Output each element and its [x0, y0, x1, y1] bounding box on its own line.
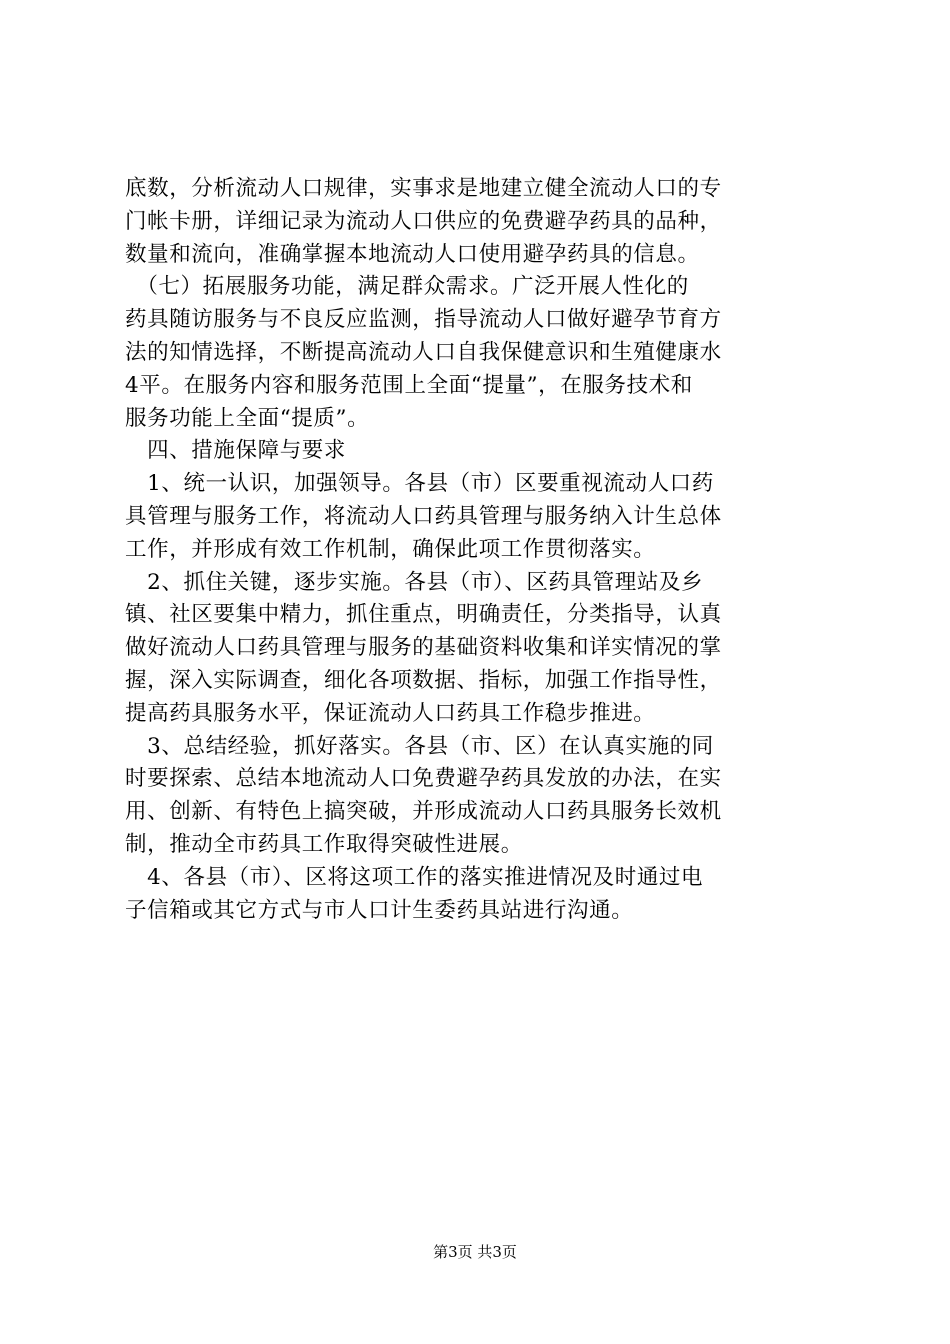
text-line: 服务功能上全面“提质”。: [125, 405, 370, 431]
text-line: 时要探索、总结本地流动人口免费避孕药具发放的办法，在实: [125, 766, 722, 792]
text-line: 提高药具服务水平，保证流动人口药具工作稳步推进。: [125, 700, 656, 726]
text-line: 用、创新、有特色上搞突破，并形成流动人口药具服务长效机: [125, 799, 722, 825]
section-heading: 四、措施保障与要求: [125, 438, 347, 464]
text-line: 2、抓住关键，逐步实施。各县（市）、区药具管理站及乡: [125, 569, 704, 595]
text-line: （七）拓展服务功能，满足群众需求。广泛开展人性化的: [125, 274, 689, 300]
text-line: 底数，分析流动人口规律，实事求是地建立健全流动人口的专: [125, 176, 722, 201]
text-line: 制，推动全市药具工作取得突破性进展。: [125, 831, 523, 857]
text-line: 3、总结经验，抓好落实。各县（市、区）在认真实施的同: [125, 733, 714, 759]
text-line: 4平。在服务内容和服务范围上全面“提量”，在服务技术和: [125, 372, 693, 398]
text-line: 做好流动人口药具管理与服务的基础资料收集和详实情况的掌: [125, 635, 722, 661]
text-line: 1、统一认识，加强领导。各县（市）区要重视流动人口药: [125, 471, 714, 497]
text-line: 4、各县（市）、区将这项工作的落实推进情况及时通过电: [125, 864, 704, 890]
text-line: 工作，并形成有效工作机制，确保此项工作贯彻落实。: [125, 536, 656, 562]
text-line: 门帐卡册，详细记录为流动人口供应的免费避孕药具的品种，: [125, 208, 722, 234]
text-line: 数量和流向，准确掌握本地流动人口使用避孕药具的信息。: [125, 241, 700, 267]
text-line: 药具随访服务与不良反应监测，指导流动人口做好避孕节育方: [125, 307, 722, 333]
text-line: 握，深入实际调查，细化各项数据、指标，加强工作指导性，: [125, 667, 722, 693]
text-line: 具管理与服务工作，将流动人口药具管理与服务纳入计生总体: [125, 503, 722, 529]
body-text: [125, 173, 845, 927]
page-number-footer: 第3页 共3页: [433, 1243, 517, 1261]
text-line: 法的知情选择，不断提高流动人口自我保健意识和生殖健康水: [125, 339, 722, 365]
text-line: 镇、社区要集中精力，抓住重点，明确责任，分类指导，认真: [125, 602, 722, 628]
text-line: 子信箱或其它方式与市人口计生委药具站进行沟通。: [125, 897, 634, 923]
